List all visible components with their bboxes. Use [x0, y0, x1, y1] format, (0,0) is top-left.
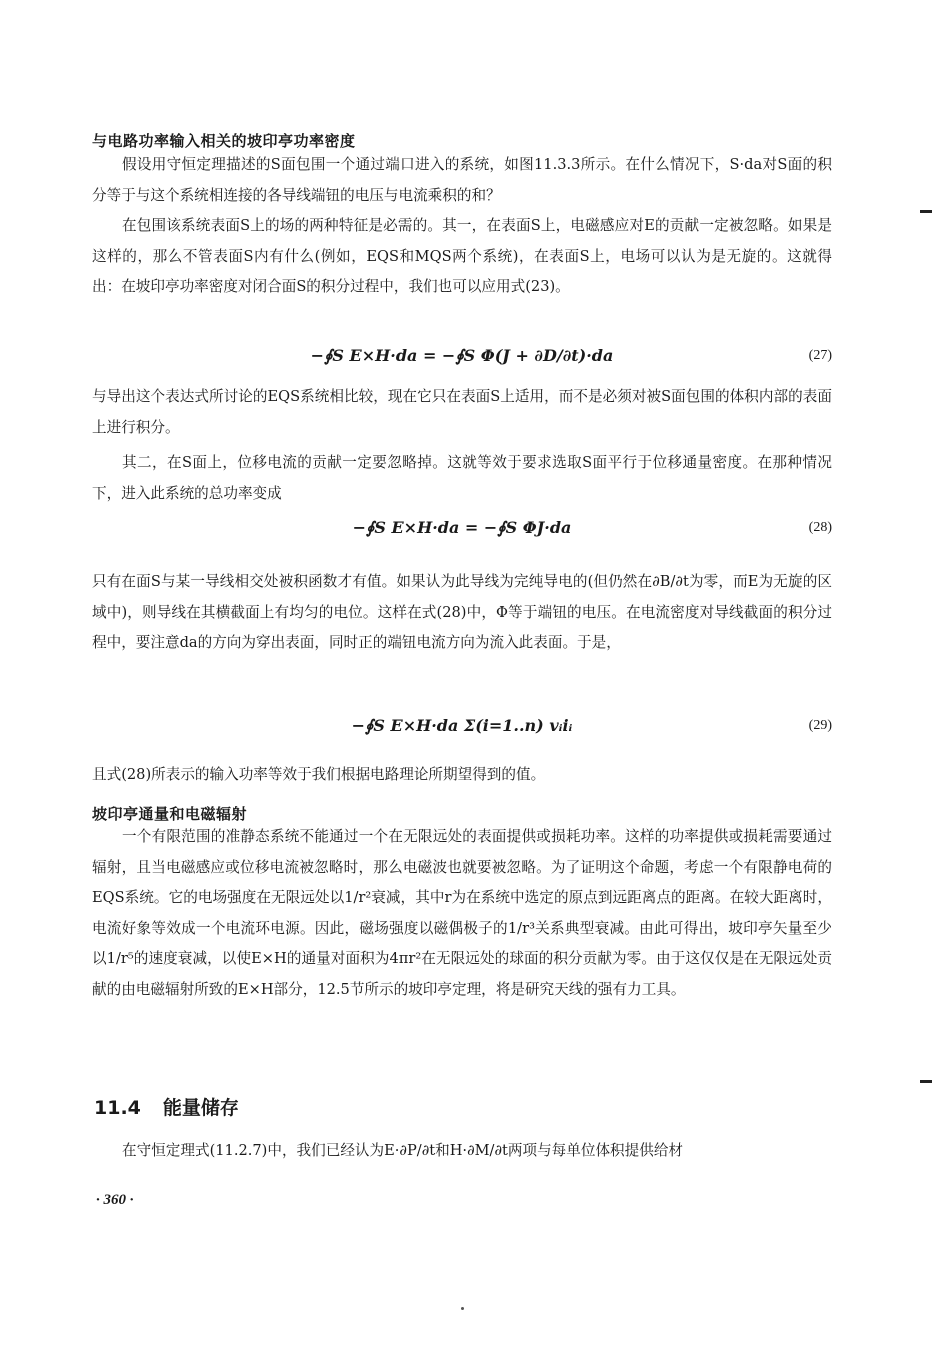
equation-27 [92, 340, 832, 380]
equation-28-number: (28) [808, 520, 832, 535]
paragraph-radiation: 一个有限范围的准静态系统不能通过一个在无限远处的表面提供或损耗功率。这样的功率提供或损耗需要通过辐射，且当电磁感应或位移电流被忽略时，那么电磁波也就要被忽略。为了证明这个命题，考虑一个有限静电荷的EQS系统。它的电场强度在无限远处以1/r²衰减，其中r为在系统中选定的原点到远距离点的距离。在较大距离时，电流好象等效成一个电流环电源。因此，磁场强度以磁偶极子的1/r³关系典型衰减。由此可得出，坡印亭矢量至少以1/r⁵的速度衰减，以使E×H的通量对面积为4πr²在无限远处的球面的积分贡献为零。由于这仅仅是在无限远处贡献的由电磁辐射所致的E×H部分，12.5节所示的坡印亭定理，将是研究天线的强有力工具。 [92, 828, 832, 998]
margin-mark [920, 210, 932, 213]
equation-29-number: (29) [808, 718, 832, 733]
subsection-heading-poynting-flux: 坡印亭通量和电磁辐射 [92, 805, 248, 823]
section-heading-energy-storage [94, 1093, 239, 1120]
section-title: 能量储存 [162, 1097, 239, 1119]
page-number: · 360 · [96, 1192, 134, 1208]
equation-27-expression: −∮S E×H·da = −∮S Φ(J + ∂D/∂t)·da [310, 346, 614, 365]
section-number: 11.4 [94, 1097, 141, 1119]
paragraph-displacement-current: 其二，在S面上，位移电流的贡献一定要忽略掉。这就等效于要求选取S面平行于位移通量密度。在那种情况下，进入此系统的总功率变成 [92, 454, 832, 502]
paragraph-input-power: 且式(28)所表示的输入功率等效于我们根据电路理论所期望得到的值。 [92, 766, 546, 783]
equation-29-expression: −∮S E×H·da Σ(i=1..n) vᵢiᵢ [351, 716, 573, 735]
paragraph-question: 假设用守恒定理描述的S面包围一个通过端口进入的系统，如图11.3.3所示。在什么情况下，S·da对S面的积分等于与这个系统相连接的各导线端钮的电压与电流乘积的和？ [92, 156, 832, 204]
equation-27-number: (27) [808, 348, 832, 363]
margin-mark [920, 1080, 932, 1083]
equation-28 [92, 512, 832, 552]
paragraph-wire-integrand: 只有在面S与某一导线相交处被积函数才有值。如果认为此导线为完纯导电的(但仍然在∂B/∂t为零，而E为无旋的区域中)，则导线在其横截面上有均匀的电位。这样在式(28)中，Φ等于端钮的电压。在电流密度对导线截面的积分过程中，要注意da的方向为穿出表面，同时正的端钮电流方向为流入此表面。于是， [92, 573, 832, 652]
paragraph-eqs-comparison: 与导出这个表达式所讨论的EQS系统相比较，现在它只在表面S上适用，而不是必须对被S面包围的体积内部的表面上进行积分。 [92, 388, 832, 436]
scan-speck [461, 1307, 464, 1310]
paragraph-field-conditions: 在包围该系统表面S上的场的两种特征是必需的。其一，在表面S上，电磁感应对E的贡献一定被忽略。如果是这样的，那么不管表面S内有什么(例如，EQS和MQS两个系统)，在表面S上，电场可以认为是无旋的。这就得出：在坡印亭功率密度对闭合面S的积分过程中，我们也可以应用式(23)。 [92, 217, 832, 296]
equation-29 [92, 710, 832, 750]
subsection-heading-poynting-circuit: 与电路功率输入相关的坡印亭功率密度 [92, 132, 356, 150]
equation-28-expression: −∮S E×H·da = −∮S ΦJ·da [352, 518, 572, 537]
paragraph-conservation: 在守恒定理式(11.2.7)中，我们已经认为E·∂P/∂t和H·∂M/∂t两项与每单位体积提供给材 [122, 1142, 684, 1159]
